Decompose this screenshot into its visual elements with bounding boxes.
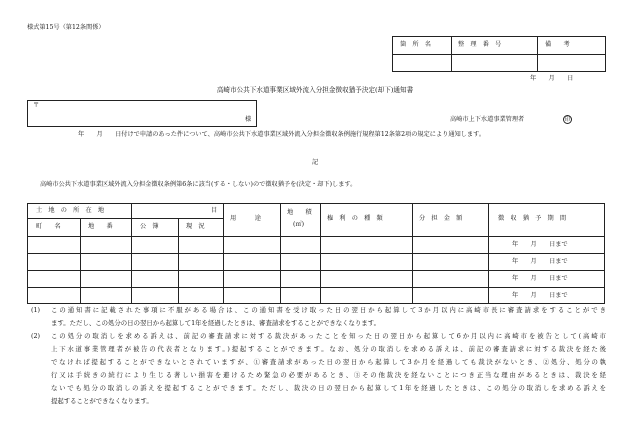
postal-mark: 〒 <box>33 102 40 109</box>
form-label: 様式第15号（第12条関係） <box>27 24 105 31</box>
header-town: 町 名 <box>36 223 61 230</box>
note-line: 上下水道事業管理者が被告の代表者となります。)提起することができます。なお、処分の取消しを求める訴えは、前記の審査請求に対する裁決を経た後 <box>51 345 606 353</box>
header-register: 公 簿 <box>140 223 159 230</box>
receipt-header-location: 箇 所 名 <box>400 41 431 48</box>
issue-date: 年 月 日 <box>530 75 574 82</box>
header-actual: 現 況 <box>186 223 205 230</box>
header-use: 用 途 <box>230 215 261 222</box>
note-line: 行又は手続きの続行により生じる著しい損害を避けるため緊急の必要があるとき、③その他裁決を経ないことにつき正当な理由があるときは、裁決を経 <box>51 371 606 379</box>
seal-mark: 印 <box>564 117 571 123</box>
receipt-header-remarks: 備 考 <box>545 41 570 48</box>
note-line: この処分の取消しを求める訴えは、前記の審査請求に対する裁決があったことを知った日の翌日から起算して6か月以内に高崎市を被告として(高崎市 <box>51 332 606 340</box>
page-title: 高崎市公共下水道事業区域外流入分担金徴収猶予決定(却下)通知書 <box>216 86 414 94</box>
ki-label: 記 <box>312 159 319 166</box>
note-line: この通知書に記載された事項に不服がある場合は、この通知書を受け取った日の翌日から起算して3か月以内に高崎市長に審査請求をすることができ <box>51 306 606 314</box>
header-land-location: 土 地 の 所 在 地 <box>36 207 105 214</box>
receipt-header-number: 整 理 番 号 <box>458 41 502 48</box>
header-chiban: 地 番 <box>88 223 113 230</box>
header-area-unit: (㎡) <box>293 221 305 228</box>
decision-text: 高崎市公共下水道事業区域外流入分担金徴収条例第6条に該当(する・しない)ので徴収猶予を(決定・却下)します。 <box>40 181 357 188</box>
header-area: 地 積 <box>287 209 312 216</box>
issuer-name: 高崎市上下水道事業管理者 <box>450 116 525 123</box>
period-row: 年 月 日まで <box>512 275 568 282</box>
note-1-number: (1) <box>31 306 41 314</box>
note-line: 提起することができなくなります。 <box>51 397 153 405</box>
note-line: ないでも処分の取消しの訴えを提起することができます。ただし、裁決の日の翌日から起算して1年を経過したときは、この処分の取消しを求める訴えを <box>51 384 606 392</box>
intro-text: 年 月 日付けで申請のあった件について、高崎市公共下水道事業区域外流入分担金徴収条例施行規程第12条第2項の規定により通知します。 <box>78 131 486 138</box>
period-row: 年 月 日まで <box>512 258 568 265</box>
period-row: 年 月 日まで <box>512 241 568 248</box>
note-line: でなければ提起することができないとされていますが、①審査請求があった日の翌日から起算して3か月を経過しても裁決がないとき、②処分、処分の執 <box>51 358 606 366</box>
note-line: ます。ただし、この処分の日の翌日から起算して1年を経過したときは、審査請求をすることができなくなります。 <box>51 319 380 327</box>
header-right: 権 利 の 種 類 <box>327 215 383 222</box>
header-amount: 分 担 金 額 <box>419 215 463 222</box>
note-2-number: (2) <box>31 332 41 340</box>
header-period: 徴 収 猶 予 期 間 <box>498 215 567 222</box>
honorific: 様 <box>245 116 252 123</box>
period-row: 年 月 日まで <box>512 292 568 299</box>
header-land-number: 目 <box>211 207 218 214</box>
